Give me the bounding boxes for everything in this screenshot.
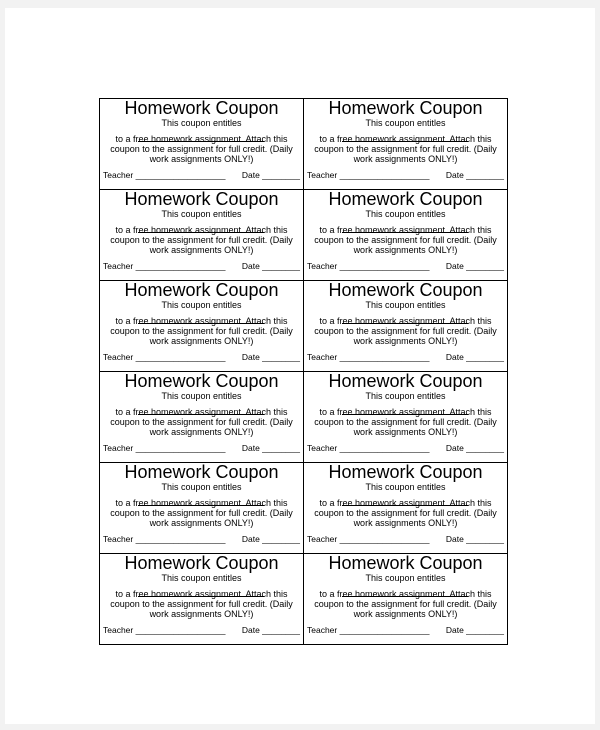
coupon-body: to a free homework assignment. Attach this coupon to the assignment for full credit. (Daily work assignments ONLY!) [110, 134, 293, 164]
coupon-title: Homework Coupon [328, 554, 483, 573]
teacher-field: Teacher ___________________ [307, 261, 430, 271]
date-field: Date ________ [445, 261, 504, 271]
coupon-body: to a free homework assignment. Attach this coupon to the assignment for full credit. (Daily work assignments ONLY!) [314, 225, 497, 255]
coupon-body: to a free homework assignment. Attach this coupon to the assignment for full credit. (Daily work assignments ONLY!) [110, 407, 293, 437]
date-field: Date ________ [445, 534, 504, 544]
date-field: Date ________ [445, 170, 504, 180]
coupon-subtitle: This coupon entitles [161, 391, 242, 401]
date-field: Date ________ [445, 625, 504, 635]
teacher-field: Teacher ___________________ [307, 170, 430, 180]
coupon [304, 281, 508, 372]
date-field: Date ________ [241, 625, 300, 635]
coupon-body: to a free homework assignment. Attach this coupon to the assignment for full credit. (Daily work assignments ONLY!) [110, 316, 293, 346]
coupon-title: Homework Coupon [124, 190, 279, 209]
coupon [304, 372, 508, 463]
coupon-subtitle: This coupon entitles [365, 482, 446, 492]
coupon [100, 463, 304, 554]
teacher-field: Teacher ___________________ [307, 534, 430, 544]
date-field: Date ________ [241, 261, 300, 271]
coupon-grid [99, 98, 508, 645]
coupon-body: to a free homework assignment. Attach this coupon to the assignment for full credit. (Daily work assignments ONLY!) [314, 134, 497, 164]
date-field: Date ________ [445, 352, 504, 362]
coupon-title: Homework Coupon [328, 372, 483, 391]
date-field: Date ________ [241, 170, 300, 180]
coupon-title: Homework Coupon [328, 190, 483, 209]
teacher-field: Teacher ___________________ [307, 625, 430, 635]
coupon [100, 281, 304, 372]
coupon-subtitle: This coupon entitles [161, 118, 242, 128]
coupon-subtitle: This coupon entitles [365, 118, 446, 128]
coupon-title: Homework Coupon [124, 463, 279, 482]
teacher-field: Teacher ___________________ [103, 443, 226, 453]
coupon-subtitle: This coupon entitles [365, 300, 446, 310]
coupon-body: to a free homework assignment. Attach this coupon to the assignment for full credit. (Daily work assignments ONLY!) [110, 498, 293, 528]
coupon-body: to a free homework assignment. Attach this coupon to the assignment for full credit. (Daily work assignments ONLY!) [314, 589, 497, 619]
coupon-subtitle: This coupon entitles [161, 300, 242, 310]
date-field: Date ________ [241, 534, 300, 544]
coupon-title: Homework Coupon [124, 99, 279, 118]
coupon-title: Homework Coupon [124, 554, 279, 573]
date-field: Date ________ [241, 352, 300, 362]
teacher-field: Teacher ___________________ [103, 352, 226, 362]
teacher-field: Teacher ___________________ [103, 170, 226, 180]
coupon-body: to a free homework assignment. Attach this coupon to the assignment for full credit. (Daily work assignments ONLY!) [314, 316, 497, 346]
coupon-subtitle: This coupon entitles [161, 573, 242, 583]
teacher-field: Teacher ___________________ [307, 443, 430, 453]
coupon-body: to a free homework assignment. Attach this coupon to the assignment for full credit. (Daily work assignments ONLY!) [314, 498, 497, 528]
teacher-field: Teacher ___________________ [103, 534, 226, 544]
coupon [100, 190, 304, 281]
coupon-title: Homework Coupon [328, 281, 483, 300]
coupon-subtitle: This coupon entitles [161, 482, 242, 492]
coupon-subtitle: This coupon entitles [161, 209, 242, 219]
teacher-field: Teacher ___________________ [307, 352, 430, 362]
document-page [5, 8, 595, 724]
date-field: Date ________ [445, 443, 504, 453]
coupon [304, 463, 508, 554]
coupon-title: Homework Coupon [124, 281, 279, 300]
teacher-field: Teacher ___________________ [103, 261, 226, 271]
coupon-subtitle: This coupon entitles [365, 391, 446, 401]
coupon [100, 99, 304, 190]
coupon-body: to a free homework assignment. Attach this coupon to the assignment for full credit. (Daily work assignments ONLY!) [314, 407, 497, 437]
coupon-subtitle: This coupon entitles [365, 573, 446, 583]
date-field: Date ________ [241, 443, 300, 453]
coupon [100, 554, 304, 645]
coupon-title: Homework Coupon [328, 463, 483, 482]
coupon-body: to a free homework assignment. Attach this coupon to the assignment for full credit. (Daily work assignments ONLY!) [110, 225, 293, 255]
coupon [304, 554, 508, 645]
coupon-title: Homework Coupon [328, 99, 483, 118]
coupon [304, 99, 508, 190]
coupon [304, 190, 508, 281]
teacher-field: Teacher ___________________ [103, 625, 226, 635]
coupon-title: Homework Coupon [124, 372, 279, 391]
coupon [100, 372, 304, 463]
coupon-body: to a free homework assignment. Attach this coupon to the assignment for full credit. (Daily work assignments ONLY!) [110, 589, 293, 619]
coupon-subtitle: This coupon entitles [365, 209, 446, 219]
